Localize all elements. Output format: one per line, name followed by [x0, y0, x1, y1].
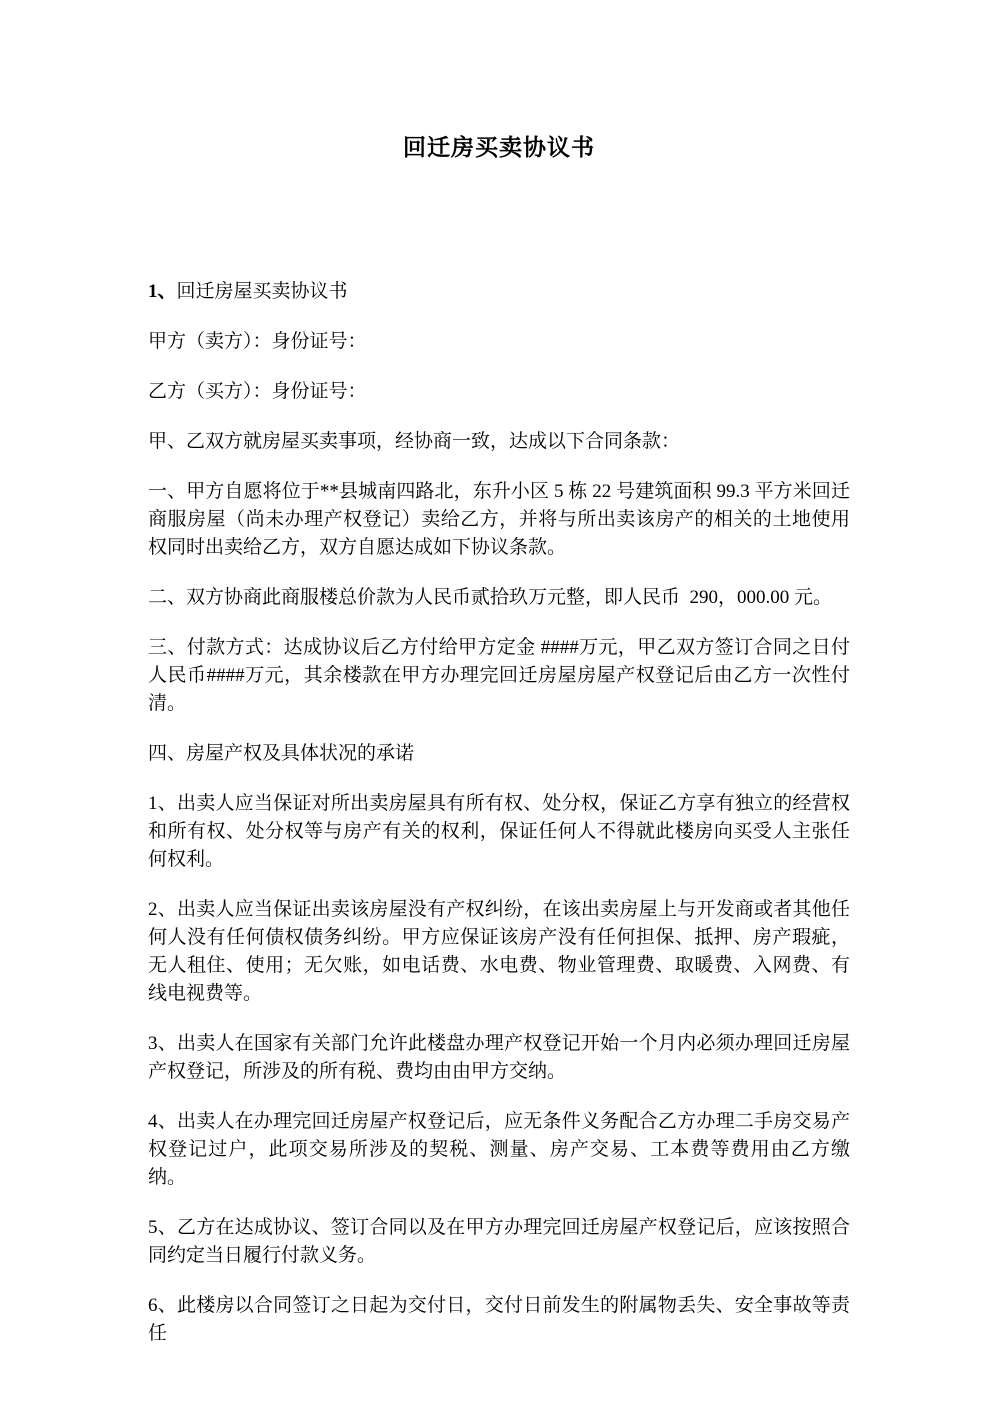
clause-4-item-5: 5、乙方在达成协议、签订合同以及在甲方办理完回迁房屋产权登记后，应该按照合同约定当日履行付款义务。	[148, 1217, 850, 1266]
document-title: 回迁房买卖协议书	[403, 135, 595, 160]
clause-2-price: 二、双方协商此商服楼总价款为人民币贰拾玖万元整，即人民币 290，000.00 元。	[148, 587, 833, 608]
clause-4-item-6: 6、此楼房以合同签订之日起为交付日，交付日前发生的附属物丢失、安全事故等责任	[148, 1295, 850, 1344]
clause-4-item-4: 4、出卖人在办理完回迁房屋产权登记后，应无条件义务配合乙方办理二手房交易产权登记过户，此项交易所涉及的契税、测量、房产交易、工本费等费用由乙方缴纳。	[148, 1111, 850, 1188]
clause-4-item-3: 3、出卖人在国家有关部门允许此楼盘办理产权登记开始一个月内必须办理回迁房屋产权登记，所涉及的所有税、费均由由甲方交纳。	[148, 1033, 850, 1082]
clause-1: 一、甲方自愿将位于**县城南四路北，东升小区 5 栋 22 号建筑面积 99.3 平方米回迁商服房屋（尚未办理产权登记）卖给乙方，并将与所出卖该房产的相关的土地使用权同时出卖给乙方，双方自愿达成如下协议条款。	[148, 481, 850, 558]
party-b-line: 乙方（买方）：身份证号：	[148, 381, 367, 402]
party-a-line: 甲方（卖方）：身份证号：	[148, 331, 367, 352]
clause-subtitle	[148, 278, 850, 306]
clause-4-item-1: 1、出卖人应当保证对所出卖房屋具有所有权、处分权，保证乙方享有独立的经营权和所有权、处分权等与房产有关的权利，保证任何人不得就此楼房向买受人主张任何权利。	[148, 793, 850, 870]
preamble: 甲、乙双方就房屋买卖事项，经协商一致，达成以下合同条款：	[148, 431, 681, 452]
clause-subtitle-text: 回迁房屋买卖协议书	[176, 281, 348, 302]
clause-4-item-2: 2、出卖人应当保证出卖该房屋没有产权纠纷，在该出卖房屋上与开发商或者其他任何人没有任何债权债务纠纷。甲方应保证该房产没有任何担保、抵押、房产瑕疵，无人租住、使用；无欠账，如电话费、水电费、物业管理费、取暖费、入网费、有线电视费等。	[148, 899, 850, 1004]
clause-subtitle-number: 1、	[148, 281, 177, 302]
clause-4-heading: 四、房屋产权及具体状况的承诺	[148, 743, 415, 764]
document-content	[148, 278, 850, 1348]
clause-3-payment: 三、付款方式：达成协议后乙方付给甲方定金 ####万元，甲乙双方签订合同之日付人民币####万元，其余楼款在甲方办理完回迁房屋房屋产权登记后由乙方一次性付清。	[148, 637, 850, 714]
